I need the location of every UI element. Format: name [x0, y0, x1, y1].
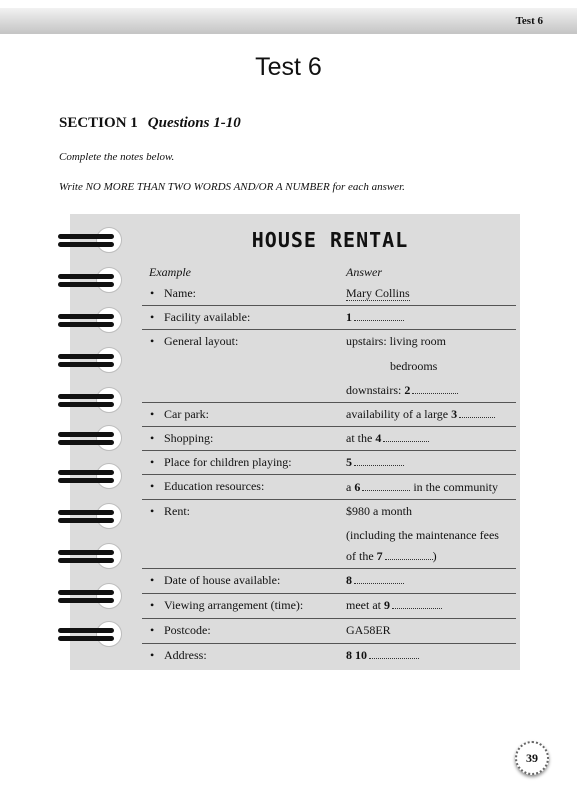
postcode-value: GA58ER [346, 623, 391, 637]
notes-row-car-park: • Car park: availability of a large 3 [142, 404, 516, 427]
header-band [0, 8, 577, 34]
notes-row-education: • Education resources: a 6 in the community [142, 476, 516, 500]
answer-blank[interactable] [354, 310, 404, 321]
answer-blank[interactable] [459, 407, 495, 418]
question-number: 9 [383, 598, 390, 612]
answer-suffix: in the community [413, 480, 498, 494]
layout-line-3: downstairs: [346, 383, 402, 397]
rent-line-2: (including the maintenance fees [346, 528, 499, 542]
row-label: Viewing arrangement (time): [164, 598, 304, 612]
row-label: Date of house available: [164, 573, 281, 587]
spiral-ring [58, 226, 128, 256]
row-label: Name: [164, 286, 196, 300]
answer-prefix: a [346, 480, 352, 494]
column-answer: Answer [346, 265, 382, 279]
answer-blank[interactable] [385, 549, 433, 560]
row-label: Car park: [164, 407, 209, 421]
notebook-title: HOUSE RENTAL [251, 228, 409, 252]
column-example: Example [149, 265, 191, 279]
spiral-ring [58, 306, 128, 336]
question-number: 2 [404, 383, 411, 397]
notes-row-postcode: • Postcode: GA58ER [142, 620, 516, 644]
spiral-ring [58, 502, 128, 532]
instruction-complete: Complete the notes below. [59, 151, 175, 163]
row-label: Place for children playing: [164, 455, 292, 469]
answer-blank[interactable] [412, 383, 458, 394]
answer-prefix: availability of a large [346, 407, 449, 421]
answer-prefix: meet at [346, 598, 381, 612]
row-label: Rent: [164, 504, 190, 518]
page-number-badge: 39 [515, 741, 549, 775]
question-number: 1 [346, 310, 352, 324]
rent-line-1: $980 a month [346, 504, 412, 518]
row-label: Shopping: [164, 431, 214, 445]
spiral-ring [58, 462, 128, 492]
notes-row-shopping: • Shopping: at the 4 [142, 428, 516, 451]
header-test-label: Test 6 [515, 15, 543, 27]
question-number: 7 [376, 549, 383, 563]
question-number: 5 [346, 455, 352, 469]
question-number: 6 [354, 480, 361, 494]
notes-row-date: • Date of house available: 8 [142, 570, 516, 594]
instruction-word-limit: Write NO MORE THAN TWO WORDS AND/OR A NUMBER for each answer. [59, 181, 405, 193]
row-label: Facility available: [164, 310, 251, 324]
row-label: General layout: [164, 334, 239, 348]
spiral-ring [58, 386, 128, 416]
answer-blank[interactable] [362, 480, 410, 491]
spiral-ring [58, 424, 128, 454]
answer-blank[interactable] [392, 598, 442, 609]
spiral-ring [58, 346, 128, 376]
question-number: 4 [375, 431, 382, 445]
spiral-ring [58, 266, 128, 296]
answer-blank[interactable] [369, 648, 419, 659]
notes-row-facility: • Facility available: 1 [142, 307, 516, 330]
row-label: Address: [164, 648, 207, 662]
notes-row-rent: • Rent: $980 a month (including the maintenance fees of the 7 ) [142, 501, 516, 569]
question-number: 10 [355, 648, 367, 662]
notes-row-address: • Address: 8 10 [142, 645, 516, 669]
question-number: 8 [346, 573, 352, 587]
layout-line-1: upstairs: living room [346, 334, 446, 348]
section-name: SECTION 1 [59, 115, 138, 131]
answer-blank[interactable] [354, 455, 404, 466]
row-label: Education resources: [164, 479, 265, 493]
notes-row-layout: • General layout: upstairs: living room bedrooms downstairs: 2 [142, 331, 516, 403]
section-questions: Questions 1-10 [147, 115, 241, 131]
answer-prefix: at the [346, 431, 373, 445]
answer-blank[interactable] [383, 431, 429, 442]
rent-line-3: of the [346, 549, 374, 563]
answer-blank[interactable] [354, 573, 404, 584]
spiral-ring [58, 582, 128, 612]
question-number: 3 [451, 407, 458, 421]
notes-row-children: • Place for children playing: 5 [142, 452, 516, 475]
page-title: Test 6 [255, 53, 322, 81]
spiral-ring [58, 620, 128, 650]
notes-row-name: • Name: Mary Collins [142, 283, 516, 306]
section-heading [59, 115, 241, 132]
row-label: Postcode: [164, 623, 211, 637]
spiral-ring [58, 542, 128, 572]
layout-line-2: bedrooms [390, 359, 438, 373]
notes-row-viewing: • Viewing arrangement (time): meet at 9 [142, 595, 516, 619]
answer-prefix: 8 [346, 648, 352, 662]
example-answer: Mary Collins [346, 286, 410, 300]
